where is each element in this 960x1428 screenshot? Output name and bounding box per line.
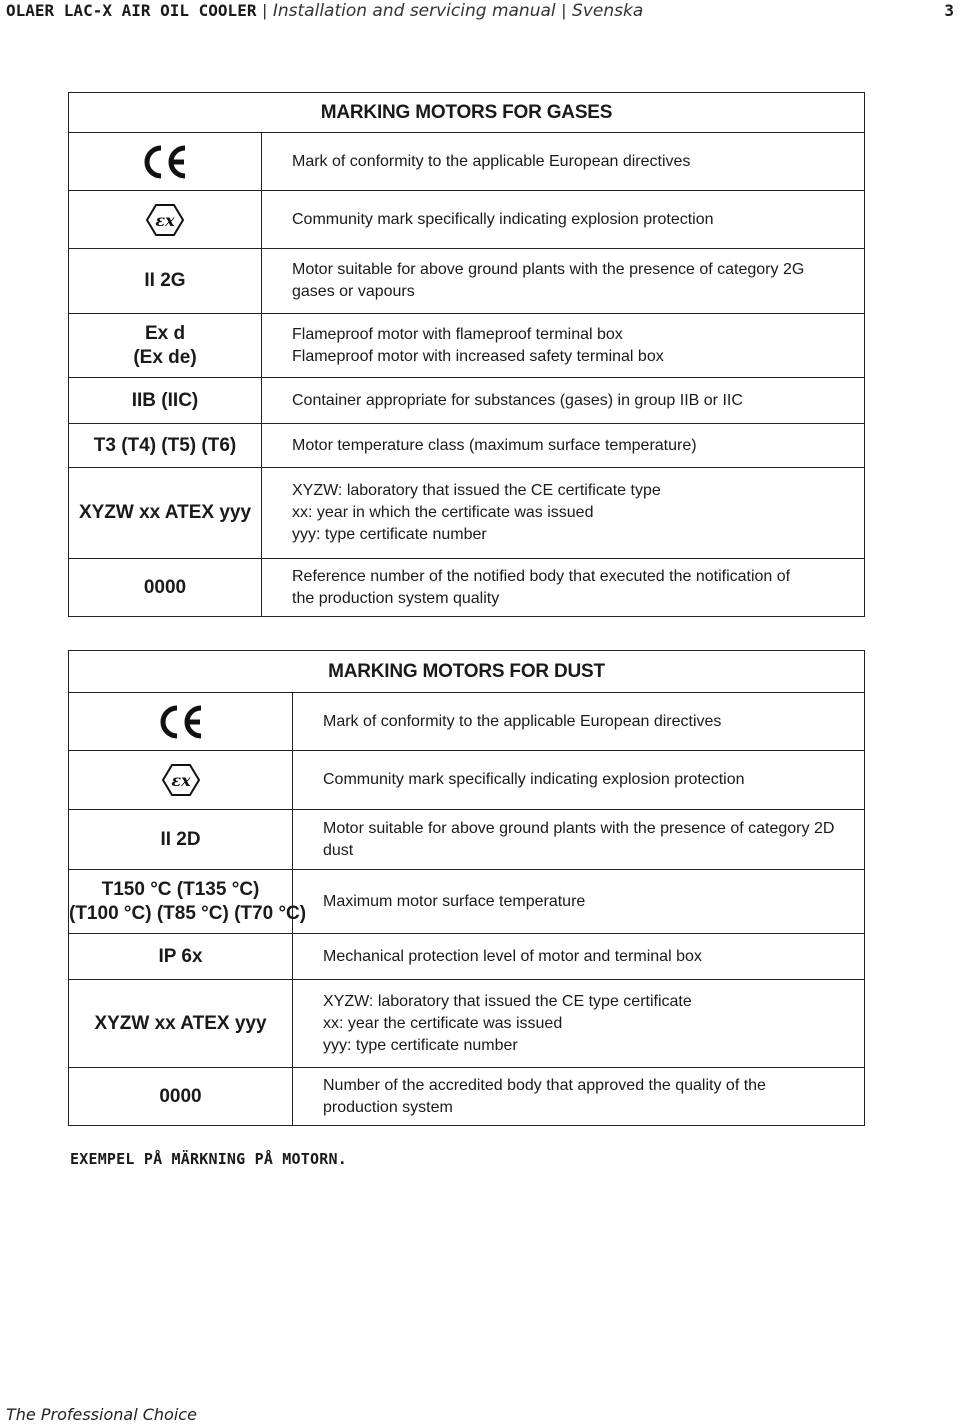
gases-symbol-cell (69, 314, 262, 378)
svg-text:εx: εx (170, 771, 191, 790)
gases-description-text: Motor suitable for above ground plants with the presence of category 2G (292, 261, 805, 278)
dust-table-title: MARKING MOTORS FOR DUST (69, 651, 865, 693)
gases-row (69, 314, 865, 378)
gases-row (69, 133, 865, 191)
dust-description-text: XYZW: laboratory that issued the CE type certificate (323, 992, 692, 1010)
header-doc-type: Installation and servicing manual (272, 1, 556, 21)
gases-description-text: gases or vapours (292, 283, 415, 300)
gases-symbol-text: IIB (IIC) (131, 389, 199, 411)
gases-row (69, 559, 865, 617)
gases-table-header-row (69, 93, 865, 133)
dust-symbol-text: T150 °C (T135 °C) (101, 878, 260, 900)
figure-caption: EXEMPEL PÅ MÄRKNING PÅ MOTORN. (70, 1150, 347, 1168)
svg-text:εx: εx (155, 210, 175, 230)
dust-row (69, 934, 865, 980)
header-language: Svenska (572, 1, 644, 21)
dust-marking-table (68, 650, 865, 1126)
dust-description-cell (293, 810, 865, 870)
dust-symbol-cell (69, 693, 293, 751)
dust-description-text: xx: year the certificate was issued (323, 1014, 563, 1032)
dust-row (69, 751, 865, 810)
gases-marking-table (68, 92, 865, 617)
gases-symbol-text: 0000 (143, 576, 187, 598)
gases-description-cell (262, 378, 865, 424)
dust-description-cell (293, 751, 865, 810)
dust-symbol-text: XYZW xx ATEX yyy (94, 1012, 267, 1034)
dust-description-cell (293, 870, 865, 934)
dust-table-header-row (69, 651, 865, 693)
dust-symbol-cell (69, 934, 293, 980)
ex-hexagon-icon (161, 763, 201, 797)
gases-symbol-text: Ex d (144, 322, 186, 344)
gases-symbol-text: (Ex de) (133, 346, 197, 368)
dust-description-cell (293, 934, 865, 980)
dust-symbol-text: 0000 (159, 1085, 202, 1107)
ce-mark-icon (141, 145, 189, 179)
dust-table-body (69, 693, 865, 1126)
dust-description-text: Number of the accredited body that approved the quality of the (323, 1076, 766, 1094)
gases-description-text: Flameproof motor with flameproof terminal box (292, 325, 623, 343)
dust-description-cell (293, 693, 865, 751)
dust-description-cell (293, 980, 865, 1068)
gases-row (69, 468, 865, 559)
dust-description-text: Motor suitable for above ground plants with the presence of category 2D (323, 819, 835, 837)
gases-symbol-text: XYZW xx ATEX yyy (78, 502, 252, 523)
gases-description-text: xx: year in which the certificate was issued (292, 504, 594, 521)
gases-symbol-cell (69, 249, 262, 314)
dust-row (69, 693, 865, 751)
dust-symbol-text: (T100 °C) (T85 °C) (T70 °C) (69, 902, 307, 924)
gases-table-title: MARKING MOTORS FOR GASES (69, 93, 865, 133)
gases-description-text: XYZW: laboratory that issued the CE certificate type (292, 482, 661, 499)
dust-row (69, 870, 865, 934)
page-header (6, 0, 954, 24)
gases-description-cell (262, 314, 865, 378)
gases-symbol-text: II 2G (144, 270, 186, 291)
header-separator: | (262, 1, 267, 20)
dust-description-cell (293, 1068, 865, 1126)
page-number: 3 (944, 1, 954, 20)
dust-symbol-text: II 2D (160, 828, 201, 850)
gases-symbol-cell (69, 559, 262, 617)
dust-description-text: Mark of conformity to the applicable European directives (323, 712, 722, 730)
header-separator: | (561, 1, 567, 20)
gases-symbol-text: T3 (T4) (T5) (T6) (93, 434, 237, 456)
dust-description-text: production system (323, 1098, 453, 1116)
gases-symbol-cell (69, 378, 262, 424)
dust-description-text: yyy: type certificate number (323, 1036, 518, 1054)
gases-description-text: Community mark specifically indicating explosion protection (292, 210, 714, 228)
ex-hexagon-icon (145, 203, 185, 237)
gases-symbol-cell (69, 424, 262, 468)
gases-description-cell (262, 133, 865, 191)
dust-description-text: Community mark specifically indicating explosion protection (323, 771, 745, 788)
dust-description-text: dust (323, 841, 354, 859)
gases-description-cell (262, 191, 865, 249)
dust-row (69, 980, 865, 1068)
ce-mark-icon (157, 705, 205, 739)
gases-description-text: Motor temperature class (maximum surface temperature) (292, 436, 697, 454)
gases-description-text: Container appropriate for substances (gases) in group IIB or IIC (292, 391, 743, 409)
dust-symbol-cell (69, 1068, 293, 1126)
dust-symbol-cell (69, 980, 293, 1068)
gases-row (69, 424, 865, 468)
gases-table-body (69, 133, 865, 617)
gases-description-text: Flameproof motor with increased safety terminal box (292, 347, 664, 365)
gases-description-text: yyy: type certificate number (292, 526, 487, 543)
gases-description-text: the production system quality (292, 589, 500, 607)
dust-row (69, 1068, 865, 1126)
dust-symbol-text: IP 6x (158, 945, 203, 967)
gases-description-cell (262, 424, 865, 468)
gases-description-text: Reference number of the notified body that executed the notification of (292, 567, 791, 585)
gases-symbol-cell (69, 191, 262, 249)
gases-row (69, 249, 865, 314)
page-footer: The Professional Choice (6, 1405, 197, 1424)
dust-symbol-cell (69, 810, 293, 870)
gases-description-cell (262, 468, 865, 559)
gases-description-text: Mark of conformity to the applicable European directives (292, 152, 691, 170)
gases-row (69, 191, 865, 249)
gases-description-cell (262, 559, 865, 617)
dust-row (69, 810, 865, 870)
gases-description-cell (262, 249, 865, 314)
gases-symbol-cell (69, 133, 262, 191)
dust-description-text: Mechanical protection level of motor and terminal box (323, 947, 702, 965)
gases-row (69, 378, 865, 424)
dust-symbol-cell (69, 751, 293, 810)
header-brand: OLAER LAC-X AIR OIL COOLER (6, 1, 257, 20)
dust-description-text: Maximum motor surface temperature (323, 892, 586, 910)
dust-symbol-cell (69, 870, 307, 934)
gases-symbol-cell (69, 468, 262, 559)
